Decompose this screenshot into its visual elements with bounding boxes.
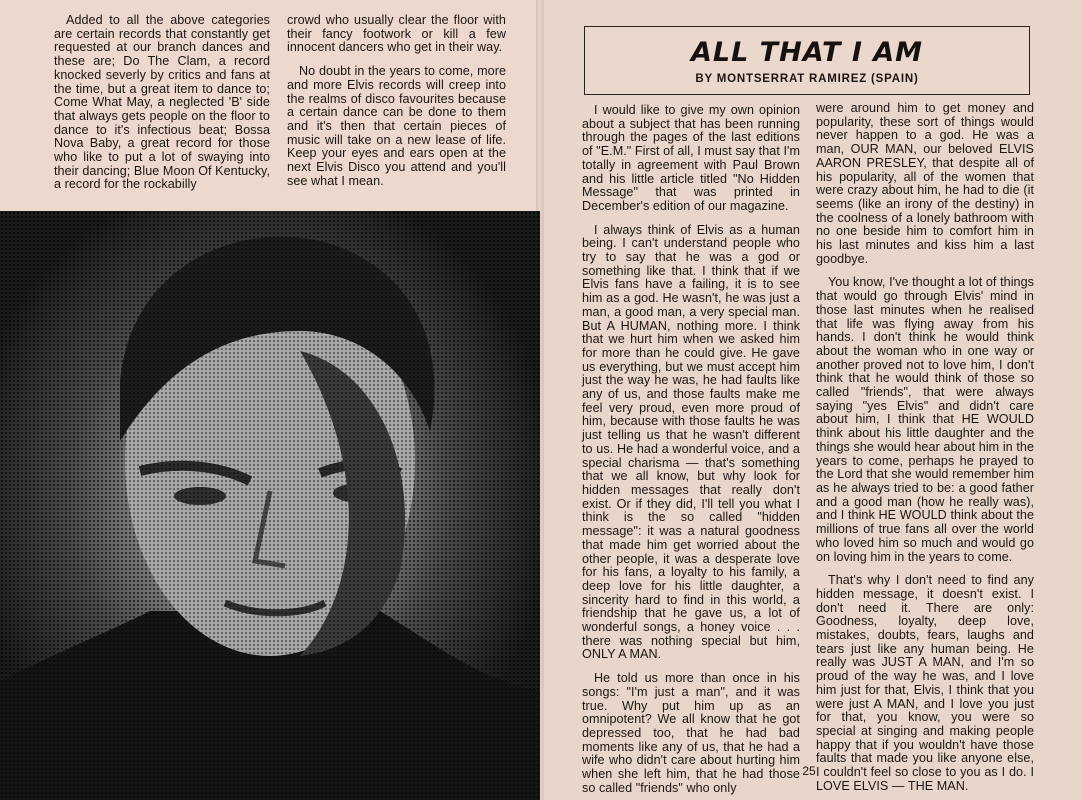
left-text-column-1 [54, 14, 270, 202]
article-title-box [584, 26, 1030, 95]
paragraph: You know, I've thought a lot of things that would go through Elvis' mind in those last minutes when he realised that life was flying away from his hands. I don't think he would think about the woman who in one way or another proved not to love him, I don't think that he would think of those so called "friends", that were always saying "yes Elvis" and didn't care about him, I think that HE WOULD think about his little daughter and the things she would hear about him in the years to come, perhaps he prayed to the Lord that she would remember him as he always tried to be: a good father and a good man (how he really was), and I think HE WOULD think about the millions of true fans all over the world who loved him so much and would go on loving him in the years to come. [816, 275, 1034, 564]
paragraph: crowd who usually clear the floor with their fancy footwork or kill a few innocent dancers who get in their way. [287, 13, 506, 55]
paragraph: Added to all the above categories are certain records that constantly get requested at our branch dances and these are; Do The Clam, a record knocked severly by critics and fans at the time, but a great item to dance to; Come What May, a neglected 'B' side that always gets people on the floor to dance to it's infectious beat; Bossa Nova Baby, a great record for those who like to put a lot of swaying into their dancing; Blue Moon Of Kentucky, a record for the rockabilly [54, 13, 270, 192]
article-byline: BY MONTSERRAT RAMIREZ (SPAIN) [695, 73, 919, 85]
paragraph: No doubt in the years to come, more and more Elvis records will creep into the realms of disco favourites because a certain dance can be done to them and it's then that certain pieces of music will take on a new lease of life. Keep your eyes and ears open at the next Elvis Disco you attend and you'll see what I mean. [287, 64, 506, 188]
article-column-2 [816, 101, 1034, 793]
paragraph: I would like to give my own opinion about a subject that has been running through the pages of the last editions of "E.M." First of all, I must say that I'm totally in agreement with Paul Brown and his little article titled "No Hidden Message" that was printed in December's edition of our magazine. [582, 103, 800, 213]
paragraph: were around him to get money and popularity, these sort of things would never happen to a god. He was a man, OUR MAN, our beloved ELVIS AARON PRESLEY, that despite all of his popularity, all of the women that were crazy about him, he had to die (it seems (like an irony of the destiny) in the coolness of a lonely bathroom with no one beside him to comfort him in his last minutes and kiss him a last goodbye. [816, 101, 1034, 266]
left-text-column-2 [287, 14, 506, 202]
paragraph: I always think of Elvis as a human being. I can't understand people who try to say that he was a god or something like that. I think that if we Elvis fans have a failing, it is to see him as a god. He wasn't, he was just a man, a good man, a very special man. But A HUMAN, nothing more. I think that we hurt him when we asked him for more than he could give. He gave us everything, but we must accept him just the way he was, he had faults like any of us, and those faults make me feel very proud, even more proud of him, because with those faults he was just telling us that he wasn't different to us. He had a wonderful voice, and a special charisma — that's something that we all know, but why look for hidden messages that really don't exist. Or if they did, I'll tell you what I think is the so called "hidden message": it was a natural goodness that made him get worried about the other people, it was a desperate love for his fans, a loyalty to his family, a deep love for his little daughter, a sincerity hard to find in this world, a friendship that he gave us, a lot of wonderful songs, a honey voice . . . there was nothing special but him, ONLY A MAN. [582, 222, 800, 662]
portrait-photo [0, 211, 540, 800]
paragraph: He told us more than once in his songs: "I'm just a man", and it was true. Why put him up as an omnipotent? We all know that he got depressed too, that he had bad moments like any of us, that he had a wife who didn't care about hurting him when she left him, that he had those so called "friends" who only [582, 671, 800, 795]
article-title: ALL THAT I AM [690, 37, 924, 68]
page-number: 25 [802, 764, 816, 778]
portrait-illustration [0, 211, 540, 800]
paragraph: That's why I don't need to find any hidden message, it doesn't exist. I don't need it. There are only: Goodness, loyalty, deep love, mistakes, doubts, fears, laughs and tears just like any human being. He really was JUST A MAN, and I'm so proud of the way he was, and I love him just for that, Elvis, I think that you were just A MAN, and I love you just for that, you know, you were so special at singing and making people happy that if you wouldn't have those faults that made you like anyone else, I couldn't feel so close to you as I do. I LOVE ELVIS — THE MAN. [816, 573, 1034, 793]
article-column-1 [582, 103, 800, 795]
